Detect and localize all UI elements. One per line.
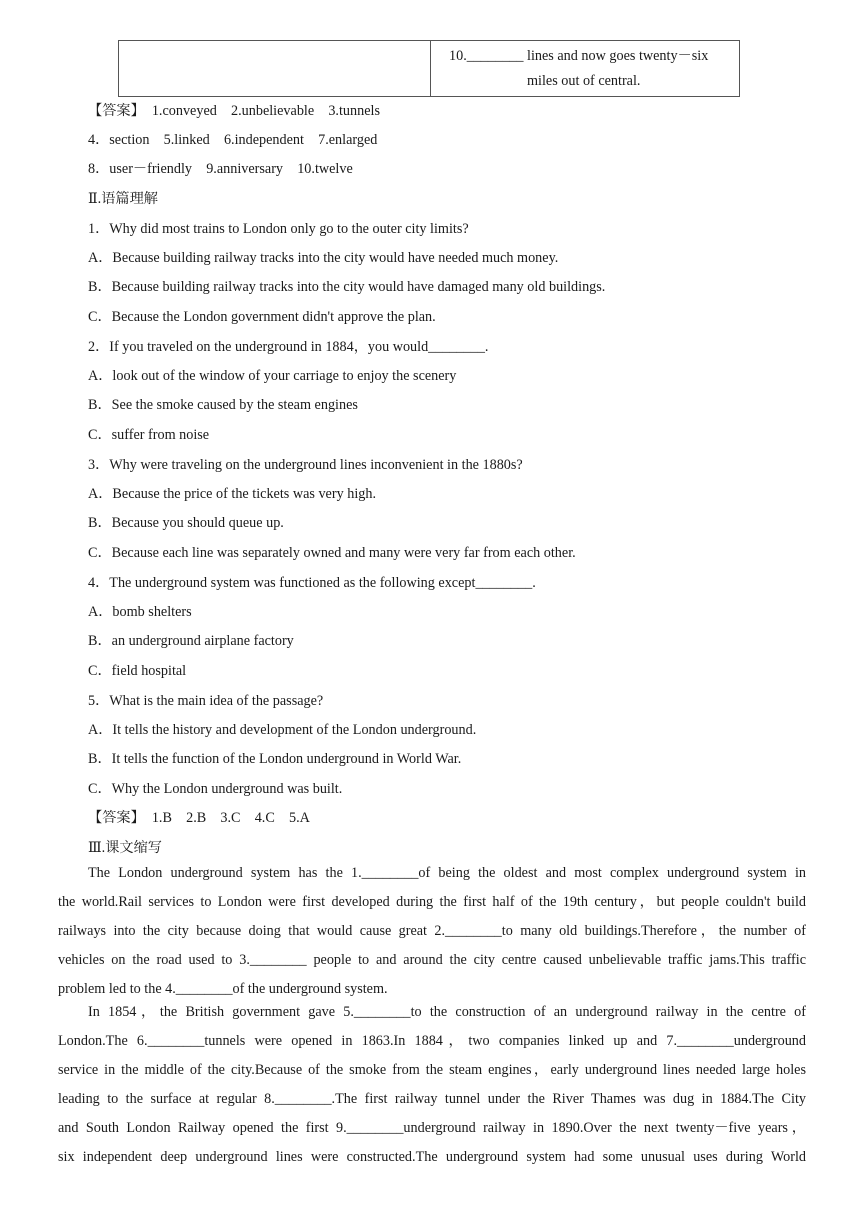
table-cell-line2: miles out of central.: [527, 73, 641, 89]
paragraph-line: London.The 6.________tunnels were opened in 1863.In 1884，two companies linked up and 7.________underground: [58, 1033, 806, 1049]
option-line: A．bomb shelters: [88, 604, 192, 620]
paragraph-line: The London underground system has the 1.________of being the oldest and most complex underground system in: [88, 865, 806, 881]
option-line: C．Because the London government didn't approve the plan.: [88, 309, 436, 325]
option-line: B．See the smoke caused by the steam engines: [88, 397, 358, 413]
summary-paragraph-1: [58, 859, 806, 1004]
answer-line-3: 8．user－friendly 9.anniversary 10.twelve: [88, 161, 353, 177]
option-line: B．Because building railway tracks into the city would have damaged many old buildings.: [88, 279, 606, 295]
option-line: A．look out of the window of your carriage to enjoy the scenery: [88, 368, 457, 384]
option-line: C．Because each line was separately owned and many were very far from each other.: [88, 545, 576, 561]
section-2-title: Ⅱ.语篇理解: [88, 191, 158, 207]
option-line: C．suffer from noise: [88, 427, 210, 443]
paragraph-line: and South London Railway opened the first 9.________underground railway in 1890.Over the next twenty－five years，: [58, 1120, 806, 1136]
answer-line-1: 【答案】 1.conveyed 2.unbelievable 3.tunnels: [88, 103, 380, 119]
answer-table: [118, 40, 740, 97]
question-line: 4．The underground system was functioned as the following except________.: [88, 575, 536, 591]
paragraph-line: railways into the city because doing that would cause great 2.________to many old buildings.Therefore，the number of: [58, 923, 806, 939]
paragraph-line: vehicles on the road used to 3.________ people to and around the city centre caused unbelievable traffic jams.This traffic: [58, 952, 806, 968]
question-line: 1．Why did most trains to London only go to the outer city limits?: [88, 221, 469, 237]
option-line: B．Because you should queue up.: [88, 515, 284, 531]
section-3-title: Ⅲ.课文缩写: [88, 840, 162, 856]
option-line: C．field hospital: [88, 663, 187, 679]
option-line: A．It tells the history and development of the London underground.: [88, 722, 477, 738]
paragraph-line: the world.Rail services to London were first developed during the first half of the 19th century，but people couldn't build: [58, 894, 806, 910]
question-line: 5．What is the main idea of the passage?: [88, 693, 324, 709]
option-line: B．an underground airplane factory: [88, 633, 294, 649]
question-line: 3．Why were traveling on the underground lines inconvenient in the 1880s?: [88, 457, 523, 473]
paragraph-line: leading to the surface at regular 8.________.The first railway tunnel under the River Thames was dug in 1884.The City: [58, 1091, 806, 1107]
answer-line-2: 4．section 5.linked 6.independent 7.enlarged: [88, 132, 378, 148]
table-divider: [430, 41, 431, 96]
paragraph-line: problem led to the 4.________of the underground system.: [58, 981, 388, 997]
answer-line-4: 【答案】 1.B 2.B 3.C 4.C 5.A: [88, 810, 310, 826]
option-line: A．Because building railway tracks into the city would have needed much money.: [88, 250, 559, 266]
question-line: 2．If you traveled on the underground in 1884，you would________.: [88, 339, 489, 355]
paragraph-line: six independent deep underground lines were constructed.The underground system had some unusual uses during World: [58, 1149, 806, 1165]
table-cell-line1: 10.________ lines and now goes twenty－six: [449, 48, 709, 64]
summary-paragraph-2: [58, 998, 806, 1172]
paragraph-line: In 1854，the British government gave 5.________to the construction of an underground railway in the centre of: [88, 1004, 806, 1020]
option-line: C．Why the London underground was built.: [88, 781, 343, 797]
paragraph-line: service in the middle of the city.Because of the smoke from the steam engines，early underground lines needed large holes: [58, 1062, 806, 1078]
option-line: A．Because the price of the tickets was very high.: [88, 486, 376, 502]
option-line: B．It tells the function of the London underground in World War.: [88, 751, 462, 767]
